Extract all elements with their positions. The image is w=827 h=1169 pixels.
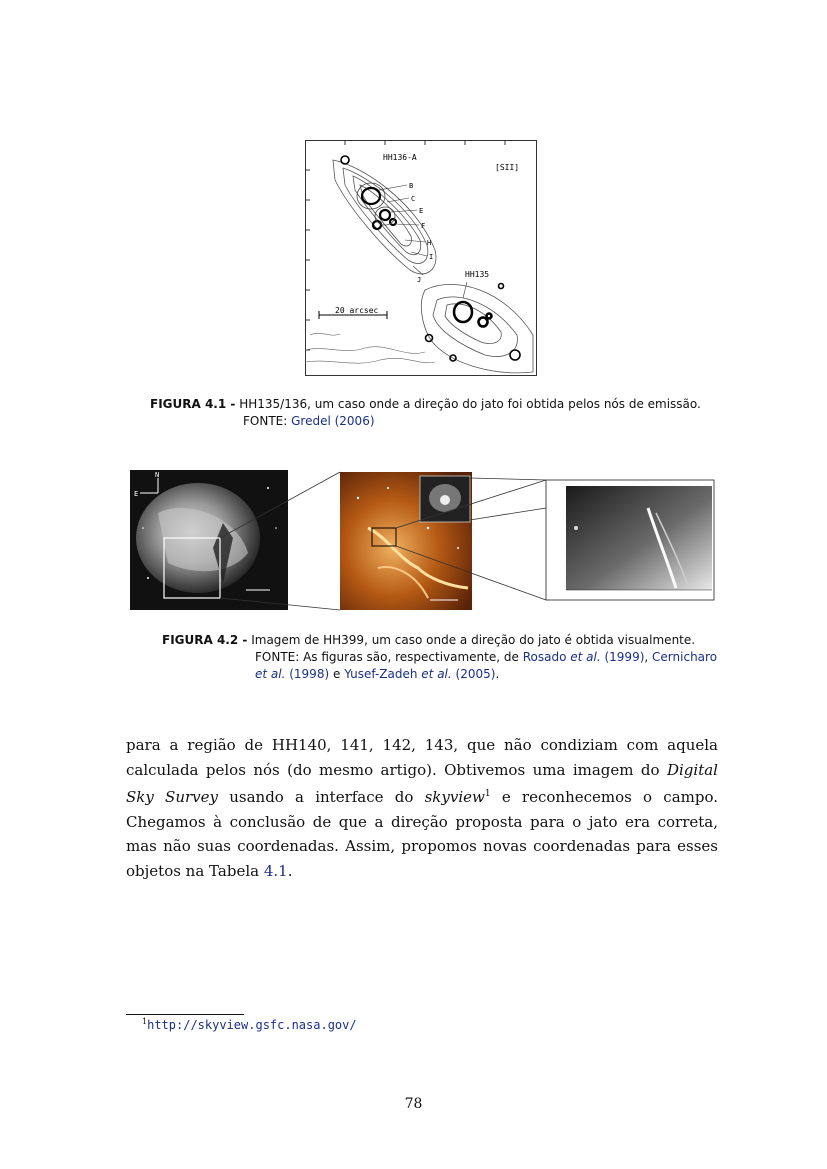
label-f: F: [421, 222, 426, 230]
body-italic-dss: Digital Sky Survey: [126, 760, 718, 806]
footnote-divider: [126, 1014, 244, 1015]
ref-end: .: [495, 667, 500, 681]
figure-4-2-label: FIGURA 4.2 -: [162, 633, 248, 647]
footnote-number: 1: [142, 1017, 148, 1026]
ref-cernicharo-etal[interactable]: et al.: [255, 667, 286, 681]
label-filter: [SII]: [495, 163, 520, 172]
table-reference-link[interactable]: 4.1: [263, 861, 288, 880]
figure-4-2-caption: [162, 632, 722, 683]
label-hh135: HH135: [465, 270, 490, 279]
figure-4-2-panel-3: [546, 480, 714, 600]
ref-yusef-zadeh-etal[interactable]: et al.: [421, 667, 452, 681]
ref-separator-1: ,: [644, 650, 649, 664]
figure-4-2-source-prefix: FONTE: As figuras são, respectivamente, de: [255, 650, 519, 664]
ref-yusef-zadeh-year[interactable]: (2005): [455, 667, 496, 681]
label-c: C: [411, 195, 416, 203]
footnote-url-link[interactable]: http://skyview.gsfc.nasa.gov/: [147, 1018, 357, 1032]
figure-4-1-source-link[interactable]: Gredel (2006): [291, 414, 375, 428]
footnote-mark[interactable]: 1: [484, 789, 491, 799]
page-number: 78: [404, 1096, 423, 1112]
ref-cernicharo[interactable]: Cernicharo: [652, 650, 718, 664]
label-north: N: [155, 471, 160, 479]
body-text-part-3: e reconhecemos o campo. Chegamos à conclusão de que a direção proposta para o jato era correta, mas não suas coordenadas. Assim, propomos novas coordenadas para esses objetos na Tabela: [126, 788, 719, 880]
scale-label: 20 arcsec: [335, 306, 379, 315]
ref-rosado[interactable]: Rosado: [522, 650, 567, 664]
figure-4-2-panels: [128, 468, 718, 614]
ref-rosado-year[interactable]: (1999): [604, 650, 645, 664]
figure-4-1-source-prefix: FONTE:: [243, 414, 288, 428]
label-e: E: [419, 207, 424, 215]
figure-4-2-text: Imagem de HH399, um caso onde a direção do jato é obtida visualmente.: [251, 633, 696, 647]
label-b: B: [409, 182, 414, 190]
ref-rosado-etal[interactable]: et al.: [570, 650, 601, 664]
label-east: E: [134, 490, 139, 498]
figure-4-1-text: HH135/136, um caso onde a direção do jato foi obtida pelos nós de emissão.: [239, 397, 701, 411]
label-h: H: [427, 239, 432, 247]
label-j: J: [417, 276, 422, 284]
label-hh136a: HH136-A: [383, 153, 417, 162]
ref-separator-2: e: [332, 667, 341, 681]
body-text-part-2: usando a interface do: [229, 788, 414, 806]
body-text-part-1: para a região de HH140, 141, 142, 143, que não condiziam com aquela calculada pelos nós (do mesmo artigo). Obtivemos uma imagem do: [126, 736, 718, 779]
figure-4-2-panel-2: [340, 472, 472, 610]
figure-4-1-contour-map: [305, 140, 537, 376]
body-text-end: .: [287, 861, 293, 880]
figure-4-1-label: FIGURA 4.1 -: [150, 397, 236, 411]
footnote: [142, 1017, 357, 1032]
figure-4-2-panel-1: [130, 470, 288, 610]
ref-cernicharo-year[interactable]: (1998): [289, 667, 330, 681]
figure-4-1-caption: [150, 396, 710, 430]
figure-4-2-source: [162, 649, 722, 683]
ref-yusef-zadeh[interactable]: Yusef-Zadeh: [344, 667, 418, 681]
body-paragraph: [126, 733, 718, 883]
body-italic-skyview: skyview: [424, 788, 485, 806]
label-i: I: [429, 253, 434, 261]
